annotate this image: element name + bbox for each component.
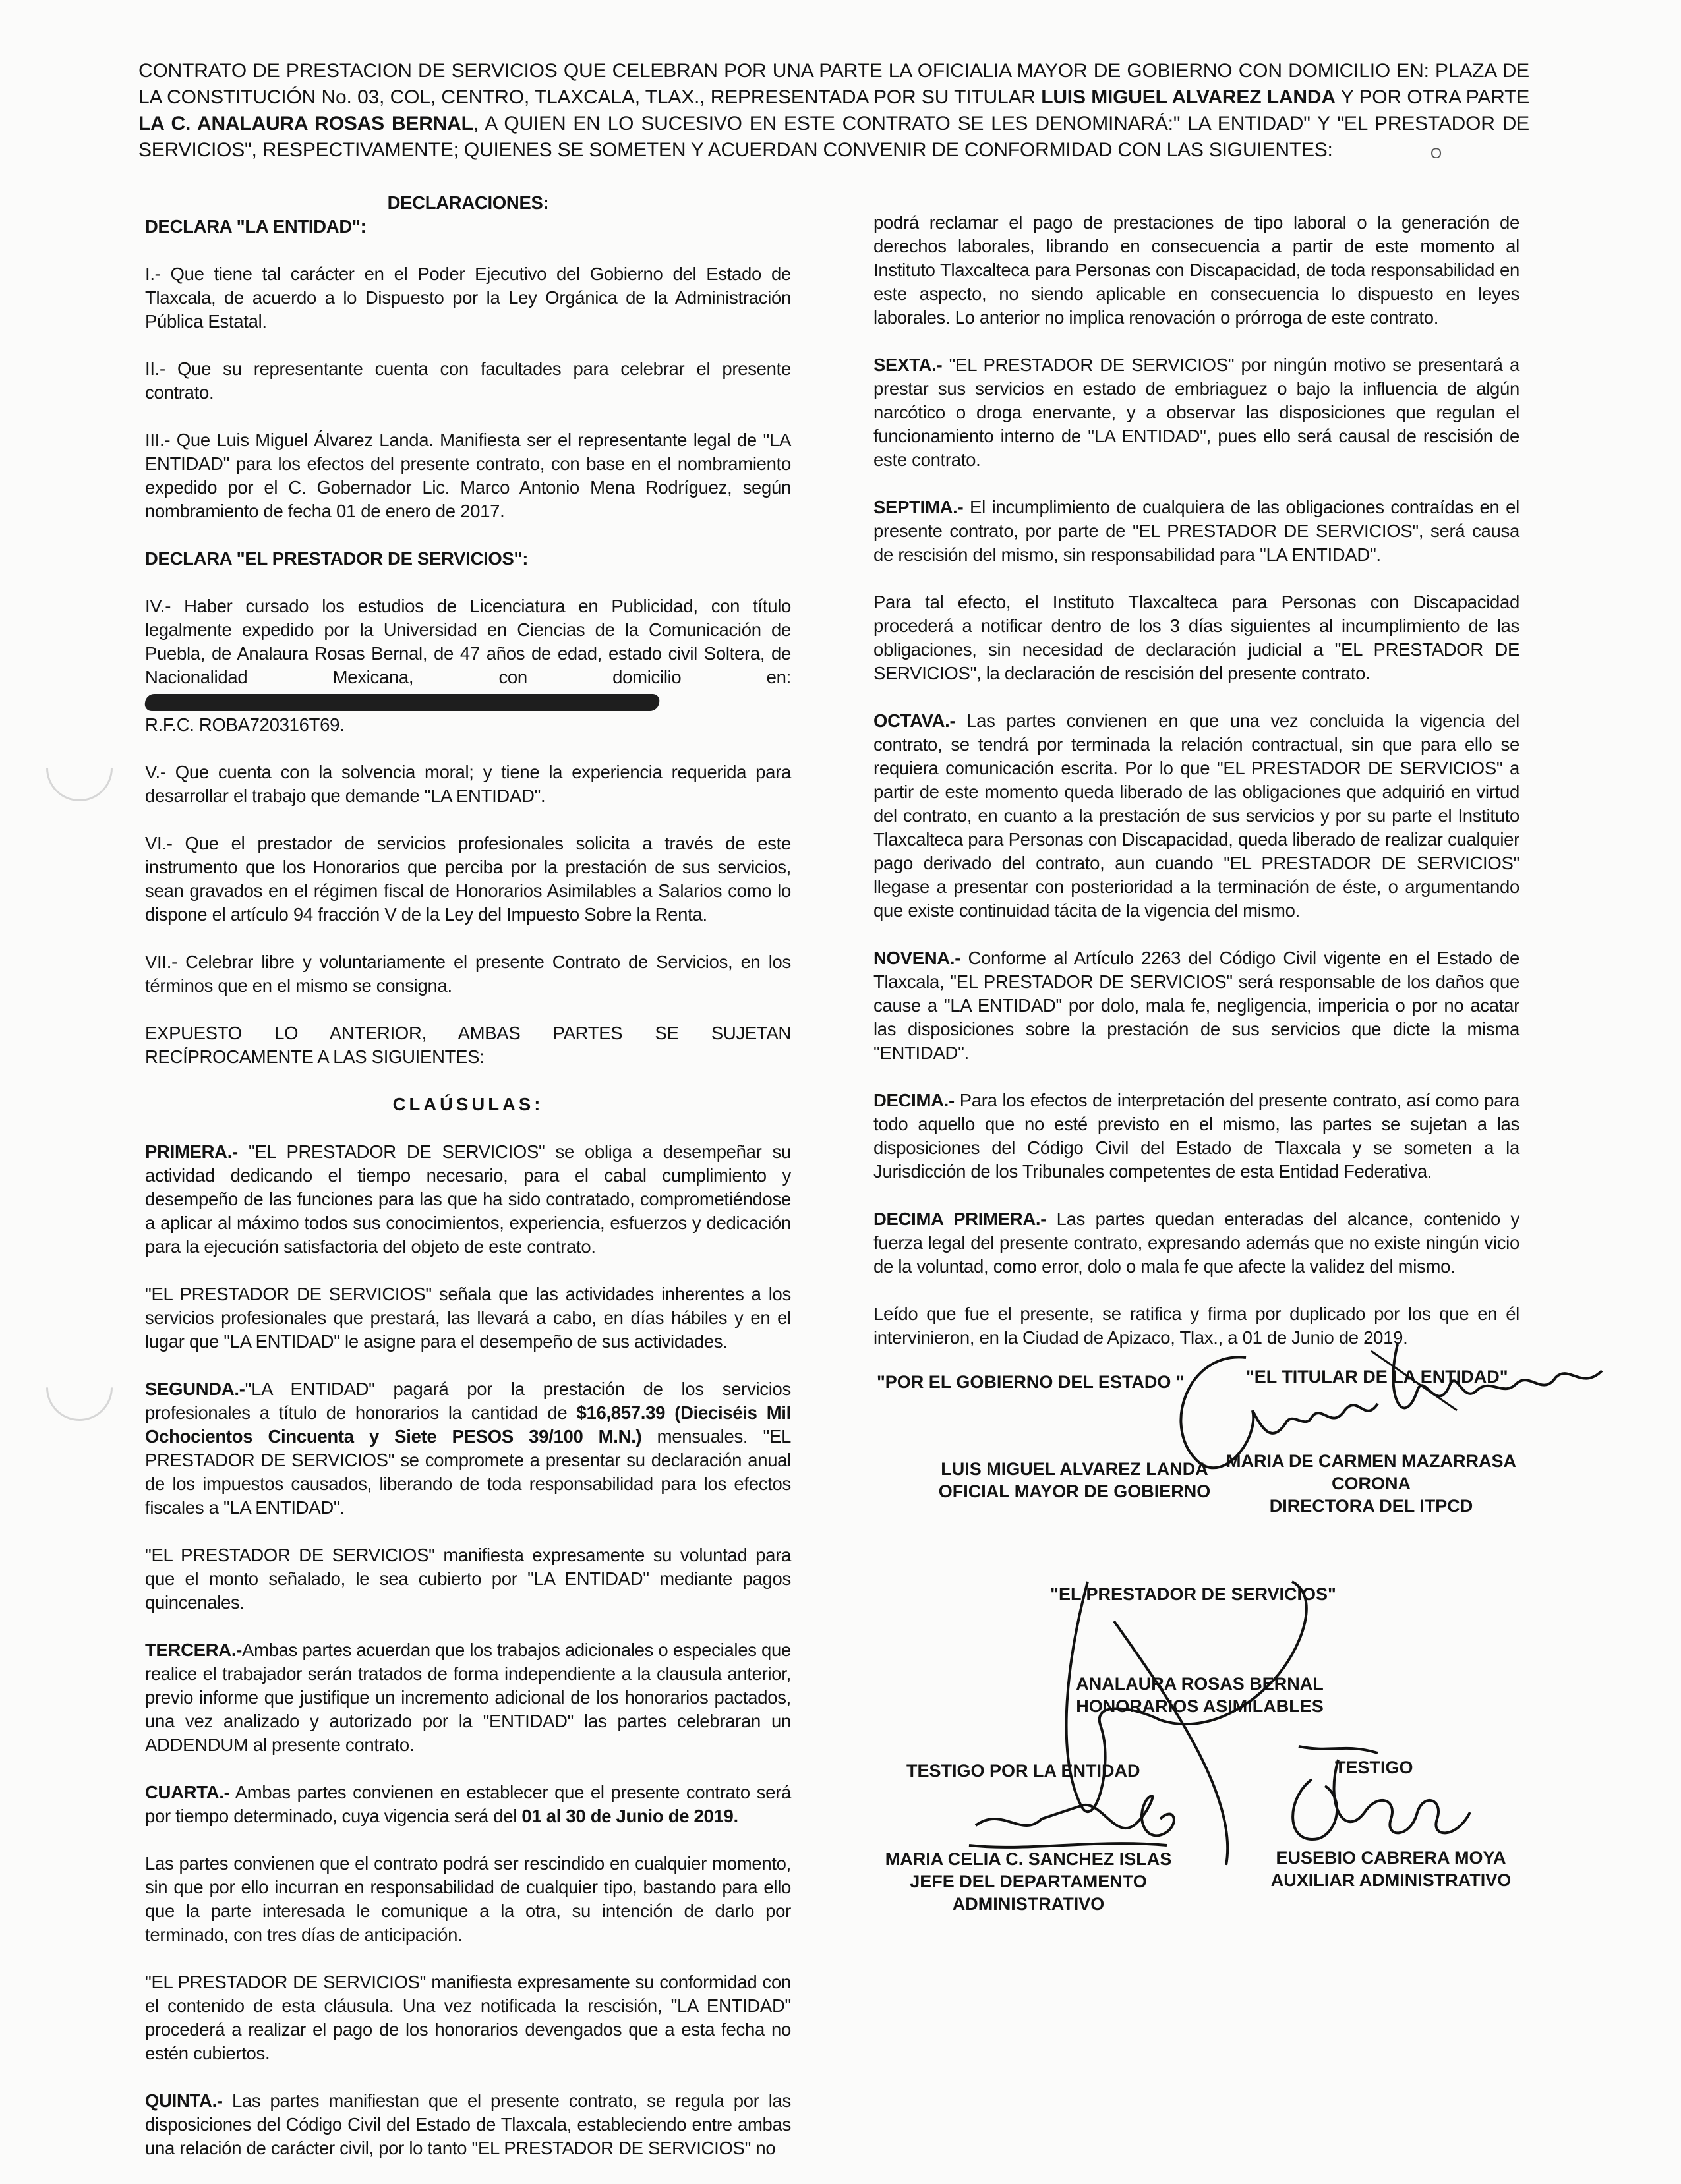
testigo2-name: EUSEBIO CABRERA MOYA (1276, 1848, 1506, 1868)
clausula-decima-primera (873, 1207, 1519, 1279)
clause-text: Ambas partes acuerdan que los trabajos adicionales o especiales que realice el trabajador serán tratados de forma independiente a la clausula anterior, previo informe que justifique un incremento adicional de los honorarios pactados, una vez analizado y autorizado por la "ENTIDAD" las partes celebraran un ADDENDUM al presente contrato. (145, 1640, 791, 1755)
clause-text: Conforme al Artículo 2263 del Código Civil vigente en el Estado de Tlaxcala, "EL PRESTADOR DE SERVICIOS" será responsable de los daños que cause a "LA ENTIDAD" por dolo, mala fe, negligencia, impericia o por no acatar las disposiciones sobre la prestación de sus servicios que dicte la misma "ENTIDAD". (873, 948, 1519, 1063)
header-text: CONTRATO DE PRESTACION DE SERVICIOS QUE CELEBRAN POR UNA PARTE LA OFICIALIA MAYOR DE GOBIERNO CON DOMICILIO EN: PLAZA DE LA CONSTITUCIÓN No. 03, COL, CENTRO, TLAXCALA, TLAX., REPRESENTADA POR SU TITULAR (138, 60, 1529, 108)
declaracion-ii: II.- Que su representante cuenta con facultades para celebrar el presente contrato. (145, 359, 791, 403)
declara-entidad-heading: DECLARA "LA ENTIDAD": (145, 216, 367, 237)
testigo2-handwritten-signature (1272, 1740, 1490, 1865)
declaracion-iii: III.- Que Luis Miguel Álvarez Landa. Manifiesta ser el representante legal de "LA ENTIDAD" para los efectos del presente contrato, con base en el nombramiento expedido por el C. Gobernador Lic. Marco Antonio Mena Rodríguez, según nombramiento de fecha 01 de enero de 2017. (145, 430, 791, 521)
rfc: R.F.C. ROBA720316T69. (145, 714, 345, 735)
clausula-segunda-c: "EL PRESTADOR DE SERVICIOS" manifiesta expresamente su voluntad para que el monto señalado, le sea cubierto por "LA ENTIDAD" mediante pagos quincenales. (145, 1545, 791, 1613)
oficial-name: LUIS MIGUEL ALVAREZ LANDA (941, 1459, 1208, 1479)
clause-label: PRIMERA.- (145, 1141, 238, 1162)
right-column (873, 211, 1519, 1373)
clause-label: QUINTA.- (145, 2090, 223, 2111)
gobierno-heading: "POR EL GOBIERNO DEL ESTADO " (877, 1372, 1185, 1392)
prestador-signer-role: HONORARIOS ASIMILABLES (1076, 1696, 1324, 1716)
declaracion-vi: VI.- Que el prestador de servicios profesionales solicita a través de este instrumento que los Honorarios que perciba por la prestación de sus servicios, sean gravados en el régimen fiscal de Honorarios Asimilables a Salarios como lo dispone el artículo 94 fracción V de la Ley del Impuesto Sobre la Renta. (145, 833, 791, 925)
declaraciones-title: DECLARACIONES: (387, 192, 549, 213)
clausula-septima-b: Para tal efecto, el Instituto Tlaxcalteca para Personas con Discapacidad procederá a notificar dentro de los 3 días siguientes al incumplimiento de las obligaciones, sin necesidad de declaración judicial a "EL PRESTADOR DE SERVICIOS", la declaración de rescisión del presente contrato. (873, 592, 1519, 683)
declara-prestador-heading: DECLARA "EL PRESTADOR DE SERVICIOS": (145, 548, 529, 569)
clause-text: "EL PRESTADOR DE SERVICIOS" se obliga a desempeñar su actividad dedicando el tiempo necesario, para el cabal cumplimiento y desempeño de las funciones para las que ha sido contratado, comprometiéndose a aplicar al máximo todos sus conocimientos, experiencia, esfuerzos y dedicación para la ejecución satisfactoria del objeto de este contrato. (145, 1141, 791, 1257)
binder-hole (32, 721, 127, 815)
contract-header (138, 58, 1529, 163)
titular-name: LUIS MIGUEL ALVAREZ LANDA (1041, 86, 1336, 108)
testigo1-handwritten-signature (949, 1779, 1206, 1878)
clause-text: Las partes convienen en que una vez concluida la vigencia del contrato, se tendrá por terminada la relación contractual, sin que para ello se requiera comunicación escrita. Por lo que "EL PRESTADOR DE SERVICIOS" a partir de este momento queda liberado de las obligaciones que adquirió en virtud del contrato, en cuanto a la prestación de sus servicios y por su parte el Instituto Tlaxcalteca para Personas con Discapacidad, queda liberado de realizar cualquier pago derivado del contrato, aun cuando "EL PRESTADOR DE SERVICIOS" llegase a presentar con posterioridad a la terminación de éste, o argumentando que existe continuidad tácita de la vigencia del mismo. (873, 710, 1519, 921)
clausula-cuarta (145, 1781, 791, 1828)
declaracion-iv (145, 594, 791, 737)
clausula-septima (873, 496, 1519, 567)
prestador-name: LA C. ANALAURA ROSAS BERNAL (138, 113, 473, 134)
clause-label: DECIMA PRIMERA.- (873, 1209, 1047, 1229)
binder-hole (32, 1340, 127, 1435)
clausula-sexta (873, 353, 1519, 472)
clausula-cuarta-b: Las partes convienen que el contrato podrá ser rescindido en cualquier momento, sin que por ello incurran en responsabilidad de cualquier tipo, bastando para ello que la parte interesada le comunique a la otra, su intención de darlo por terminado, con tres días de anticipación. (145, 1853, 791, 1945)
header-text: , A QUIEN EN LO SUCESIVO EN ESTE CONTRATO SE LES DENOMINARÁ:" LA ENTIDAD" Y "EL PRESTADOR DE SERVICIOS", RESPECTIVAMENTE; QUIENES SE SOMETEN Y ACUERDAN CONVENIR DE CONFORMIDAD CON LAS SIGUIENTES: (138, 113, 1529, 161)
clause-text: mensuales. "EL PRESTADOR DE SERVICIOS" se compromete a presentar su declaración anual de los impuestos causados, liberando de toda responsabilidad para los efectos fiscales a "LA ENTIDAD". (145, 1426, 791, 1518)
clause-label: TERCERA.- (145, 1640, 243, 1660)
clause-text: Las partes quedan enteradas del alcance, contenido y fuerza legal del presente contrato, expresando además que no existe ningún vicio de la voluntad, como error, dolo o mala fe que afecte la validez del mismo. (873, 1209, 1519, 1277)
closing-statement: Leído que fue el presente, se ratifica y firma por duplicado por los que en él intervinieron, en la Ciudad de Apizaco, Tlax., a 01 de Junio de 2019. (873, 1304, 1519, 1348)
testigo2-role: AUXILIAR ADMINISTRATIVO (1270, 1870, 1512, 1890)
declaracion-iv-text: IV.- Haber cursado los estudios de Licenciatura en Publicidad, con título legalmente expedido por la Universidad en Ciencias de la Comunicación de Puebla, de Analaura Rosas Bernal, de 47 años de edad, estado civil Soltera, de Nacionalidad Mexicana, con domicilio en: (145, 596, 791, 687)
redacted-address (144, 694, 661, 711)
clausulas-title: CLAÚSULAS: (392, 1094, 544, 1114)
clause-label: SEPTIMA.- (873, 497, 964, 517)
clause-text: "EL PRESTADOR DE SERVICIOS" por ningún motivo se presentará a prestar sus servicios en estado de embriaguez o bajo la influencia de algún narcótico o droga enervante, y a observar las disposiciones que regulan el funcionamiento interno de "LA ENTIDAD", pues ello será causal de rescisión de este contrato. (873, 355, 1519, 470)
declaracion-vii: VII.- Celebrar libre y voluntariamente el presente Contrato de Servicios, en los términos que en el mismo se consigna. (145, 952, 791, 996)
prestador-signer-name: ANALAURA ROSAS BERNAL (1076, 1674, 1324, 1694)
declaracion-i: I.- Que tiene tal carácter en el Poder Ejecutivo del Gobierno del Estado de Tlaxcala, de acuerdo a lo Dispuesto por la Ley Orgánica de la Administración Pública Estatal. (145, 264, 791, 331)
clause-label: SEXTA.- (873, 355, 943, 375)
prestador-heading: "EL PRESTADOR DE SERVICIOS" (1050, 1584, 1336, 1604)
testigo-heading: TESTIGO (1335, 1758, 1413, 1777)
clausula-quinta (145, 2089, 791, 2160)
clausula-primera (145, 1140, 791, 1259)
clause-text: Ambas partes convienen en establecer que el presente contrato será por tiempo determinado, cuya vigencia será del (145, 1782, 791, 1826)
clause-label: NOVENA.- (873, 948, 961, 968)
titular-heading: "EL TITULAR DE LA ENTIDAD" (1246, 1367, 1508, 1387)
clausula-primera-b: "EL PRESTADOR DE SERVICIOS" señala que las actividades inherentes a los servicios profesionales que prestará, las llevará a cabo, en días hábiles y en el lugar que "LA ENTIDAD" le asigne para el desempeño de sus actividades. (145, 1284, 791, 1352)
clause-label: OCTAVA.- (873, 710, 956, 731)
testigo-entidad-heading: TESTIGO POR LA ENTIDAD (906, 1761, 1140, 1781)
oficial-role: OFICIAL MAYOR DE GOBIERNO (938, 1481, 1211, 1501)
declaracion-v: V.- Que cuenta con la solvencia moral; y tiene la experiencia requerida para desarrollar el trabajo que demande "LA ENTIDAD". (145, 762, 791, 806)
clausula-tercera (145, 1638, 791, 1757)
clause-text: Para los efectos de interpretación del presente contrato, así como para todo aquello que no esté previsto en el mismo, las partes se sujetan a las disposiciones del Código Civil del Estado de Tlaxcala y se someten a la Jurisdicción de los Tribunales competentes de esta Entidad Federativa. (873, 1090, 1519, 1182)
clausula-cuarta-c: "EL PRESTADOR DE SERVICIOS" manifiesta expresamente su conformidad con el contenido de esta cláusula. Una vez notificada la rescisión, "LA ENTIDAD" procederá a realizar el pago de los honorarios devengados que a esta fecha no estén cubiertos. (145, 1972, 791, 2063)
clausula-octava (873, 709, 1519, 923)
testigo1-name: MARIA CELIA C. SANCHEZ ISLAS (885, 1849, 1172, 1869)
margin-mark: O (1430, 145, 1442, 161)
testigo1-role-2: ADMINISTRATIVO (952, 1894, 1105, 1914)
directora-role: DIRECTORA DEL ITPCD (1269, 1496, 1473, 1516)
clause-label: SEGUNDA.- (145, 1379, 245, 1399)
clausula-decima (873, 1089, 1519, 1184)
directora-name: MARIA DE CARMEN MAZARRASA (1226, 1451, 1516, 1471)
clausula-quinta-cont: podrá reclamar el pago de prestaciones de tipo laboral o la generación de derechos laborales, librando en consecuencia a partir de este momento al Instituto Tlaxcalteca para Personas con Discapacidad, de toda responsabilidad en este aspecto, no siendo aplicable en consecuencia lo dispuesto en leyes laborales. Lo anterior no implica renovación o prórroga de este contrato. (873, 212, 1519, 328)
clause-text: "LA ENTIDAD" pagará por la prestación de los servicios profesionales a título de honorarios la cantidad de (145, 1379, 791, 1423)
clausula-segunda (145, 1377, 791, 1520)
payment-amount: $16,857.39 (Dieciséis Mil Ochocientos Cincuenta y Siete PESOS 39/100 M.N.) (145, 1402, 791, 1447)
clausula-novena (873, 946, 1519, 1065)
clause-text: El incumplimiento de cualquiera de las obligaciones contraídas en el presente contrato, por parte de "EL PRESTADOR DE SERVICIOS", será causa de rescisión del mismo, sin responsabilidad para "LA ENTIDAD". (873, 497, 1519, 565)
clause-label: CUARTA.- (145, 1782, 230, 1802)
expuesto-text: EXPUESTO LO ANTERIOR, AMBAS PARTES SE SUJETAN RECÍPROCAMENTE A LAS SIGUIENTES: (145, 1023, 791, 1067)
clause-label: DECIMA.- (873, 1090, 955, 1110)
directora-name-2: CORONA (1332, 1474, 1411, 1493)
testigo1-role: JEFE DEL DEPARTAMENTO (910, 1872, 1147, 1891)
left-column (145, 191, 791, 2184)
clause-text: Las partes manifiestan que el presente contrato, se regula por las disposiciones del Código Civil del Estado de Tlaxcala, estableciendo entre ambas una relación de carácter civil, por lo tanto "EL PRESTADOR DE SERVICIOS" no (145, 2090, 791, 2158)
header-text: Y POR OTRA PARTE (1335, 86, 1530, 108)
directora-handwritten-signature (1147, 1331, 1622, 1503)
vigencia-dates: 01 al 30 de Junio de 2019. (521, 1806, 738, 1826)
